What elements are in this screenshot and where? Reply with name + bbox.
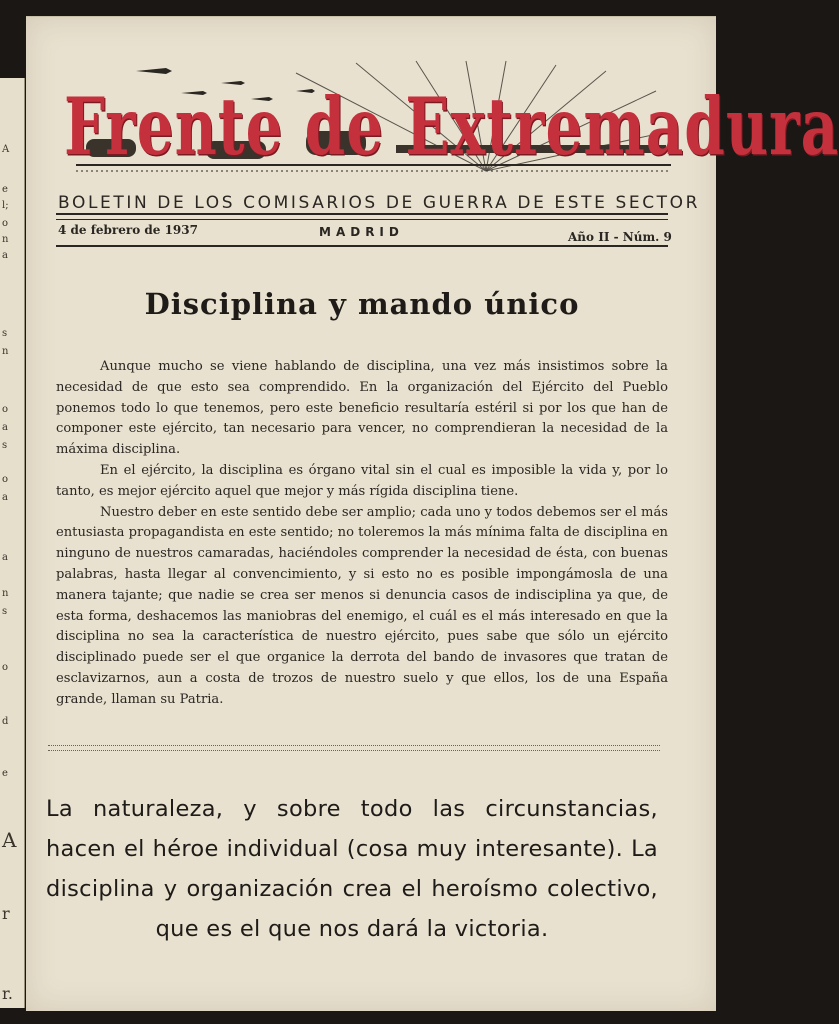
margin-fragment: o	[2, 474, 9, 485]
bulletin-page	[26, 16, 839, 1011]
issue-city: MADRID	[319, 225, 404, 239]
margin-fragment: A	[2, 144, 10, 155]
rule-bottom	[56, 245, 668, 247]
margin-fragment: o	[2, 218, 9, 229]
masthead-subtitle: BOLETIN DE LOS COMISARIOS DE GUERRA DE ESTE SECTOR	[58, 193, 701, 213]
margin-fragment: a	[2, 552, 8, 563]
margin-fragment: n	[2, 346, 9, 357]
margin-fragment: d	[2, 716, 9, 727]
dotted-separator	[48, 745, 660, 751]
margin-fragment: s	[2, 440, 8, 451]
pull-quote: La naturaleza, y sobre todo las circunstancias, hacen el héroe individual (cosa muy interesante). La disciplina y organización crea el heroísmo colectivo, que es el que nos dará la victoria.	[46, 796, 658, 942]
margin-fragment: a	[2, 250, 8, 261]
article-body	[56, 357, 668, 711]
margin-fragment: l;	[2, 200, 9, 211]
margin-fragment: a	[2, 422, 8, 433]
margin-fragment: s	[2, 606, 8, 617]
margin-fragment: A	[2, 828, 17, 852]
margin-fragment: s	[2, 328, 8, 339]
margin-fragment: r.	[2, 984, 13, 1003]
margin-fragment: r	[2, 904, 10, 923]
issue-date: 4 de febrero de 1937	[58, 223, 198, 237]
margin-fragment: n	[2, 234, 9, 245]
margin-fragment: o	[2, 404, 9, 415]
margin-fragment: n	[2, 588, 9, 599]
previous-page-edge	[0, 78, 25, 1008]
masthead-title: Frente de Extremadura	[64, 81, 839, 173]
rule-top-thin	[56, 219, 668, 220]
article-paragraph: Nuestro deber en este sentido debe ser amplio; cada uno y todos debemos ser el más entusiasta propagandista en este sentido; no toleremos la más mínima falta de disciplina en ninguno de nuestros camaradas, haciéndoles comprender la necesidad de ésta, con buenas palabras, hasta llegar al convencimiento, y si esto no es posible impongámosla de una manera tajante; que nadie se crea ser menos si denuncia casos de indisciplina ya que, de esta forma, deshacemos las maniobras del enemigo, el cuál es el más interesado en que la disciplina no sea la característica de nuestro ejército, pues sabe que sólo un ejército disciplinado puede ser el que organice la derrota del bando de invasores que tratan de esclavizarnos, aun a costa de trozos de nuestro suelo y que ellos, los de una España grande, llaman su Patria.	[56, 504, 668, 707]
rule-top	[56, 213, 668, 215]
article-paragraph: En el ejército, la disciplina es órgano vital sin el cual es imposible la vida y, por lo tanto, es mejor ejército aquel que mejor y más rígida disciplina tiene.	[56, 462, 668, 499]
article-paragraph: Aunque mucho se viene hablando de disciplina, una vez más insistimos sobre la necesidad de que esto sea comprendido. En la organización del Ejército del Pueblo ponemos todo lo que tenemos, pero este beneficio resultaría estéril si por los que han de componer este ejército, tan necesario para vencer, no comprendieran la necesidad de la máxima disciplina.	[56, 359, 668, 458]
issue-number: Año II - Núm. 9	[568, 230, 672, 244]
margin-fragment: o	[2, 662, 9, 673]
margin-fragment: e	[2, 768, 8, 779]
margin-fragment: e	[2, 184, 8, 195]
article-headline: Disciplina y mando único	[144, 287, 580, 321]
margin-fragment: a	[2, 492, 8, 503]
masthead	[56, 61, 839, 179]
